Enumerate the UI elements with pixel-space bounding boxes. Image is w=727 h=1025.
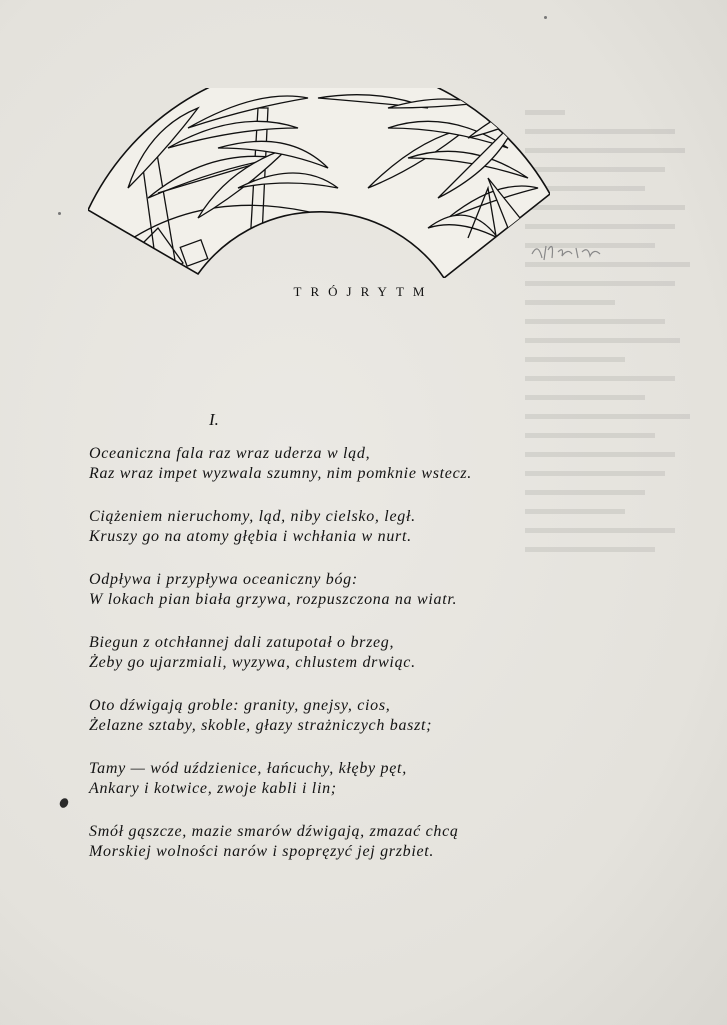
stanza — [89, 633, 549, 673]
poem-line: Biegun z otchłannej dali zatupotał o brzeg, — [89, 634, 395, 651]
stanza — [89, 570, 549, 610]
poem-line: Oceaniczna fala raz wraz uderza w ląd, — [89, 445, 371, 462]
poem-line: Smół gąszcze, mazie smarów dźwigają, zmazać chcą — [89, 823, 459, 840]
stanza — [89, 507, 549, 547]
poem-line: Odpływa i przypływa oceaniczny bóg: — [89, 571, 358, 588]
poem-line: Kruszy go na atomy głębia i wchłania w nurt. — [89, 528, 412, 545]
poem-line: W lokach pian biała grzywa, rozpuszczona na wiatr. — [89, 591, 458, 608]
poem-line: Tamy — wód uździenice, łańcuchy, kłęby pęt, — [89, 760, 407, 777]
paper-speck — [58, 212, 61, 215]
show-through-text — [525, 110, 705, 870]
stanza — [89, 759, 549, 799]
pencil-annotation — [528, 236, 608, 266]
ink-smudge — [58, 797, 70, 810]
poem-line: Żelazne sztaby, skoble, głazy strażniczych baszt; — [89, 717, 433, 734]
poem-line: Ankary i kotwice, zwoje kabli i lin; — [89, 780, 337, 797]
poem-line: Żeby go ujarzmiali, wyzywa, chlustem drwiąc. — [89, 654, 416, 671]
section-numeral: I. — [209, 410, 219, 429]
poem-line: Oto dźwigają groble: granity, gnejsy, cios, — [89, 697, 391, 714]
poem-line: Morskiej wolności narów i spopręzyć jej grzbiet. — [89, 843, 435, 860]
poem-line: Ciążeniem nieruchomy, ląd, niby cielsko, legł. — [89, 508, 416, 525]
stanza — [89, 444, 549, 484]
stanza — [89, 822, 549, 862]
bamboo-fan-illustration — [88, 88, 550, 278]
stanza — [89, 696, 549, 736]
poem-title: TRÓJRYTM — [293, 284, 434, 299]
poem-body — [89, 444, 549, 885]
paper-speck — [544, 16, 547, 19]
poem-line: Raz wraz impet wyzwala szumny, nim pomknie wstecz. — [89, 465, 472, 482]
